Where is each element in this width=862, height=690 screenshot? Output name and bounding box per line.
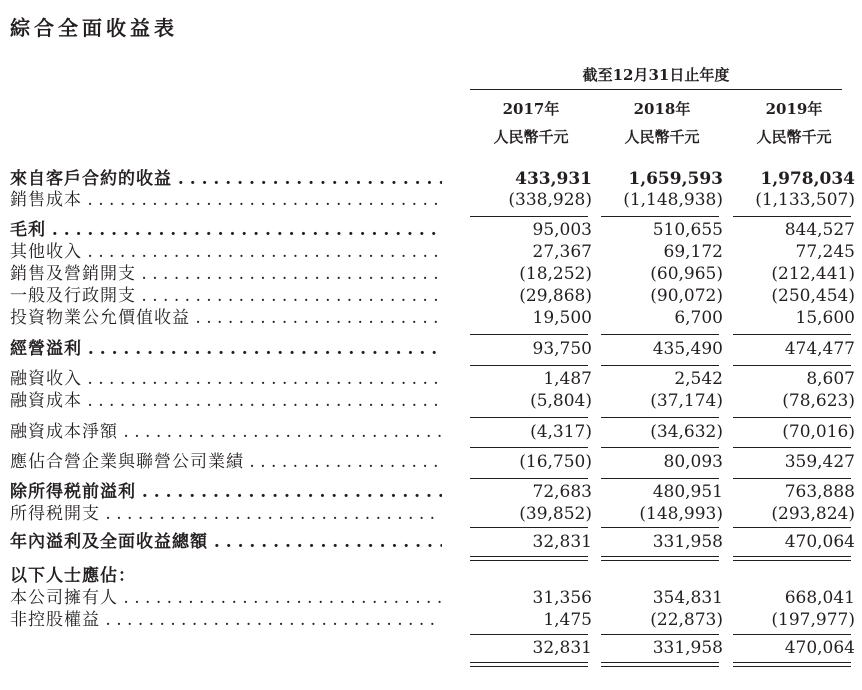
value-2018: (1,148,938) [623, 190, 723, 210]
value-2017: (4,317) [530, 422, 592, 442]
row-label: 一般及行政開支 . . . [10, 285, 442, 307]
row-label: 以下人士應佔： [10, 566, 136, 586]
value-2017: 27,367 [532, 242, 592, 262]
row-label: 非控股權益 . . . [10, 609, 442, 631]
subtotal-rule [733, 365, 851, 366]
row-label: 融資收入 . . . [10, 368, 442, 390]
value-2019: (293,824) [771, 504, 855, 524]
value-2017: 1,475 [543, 610, 592, 630]
row-label: 本公司擁有人 . . . [10, 587, 442, 609]
table-row [10, 609, 855, 631]
total-double-rule [733, 666, 851, 667]
row-label: 融資成本 . . . [10, 390, 442, 412]
row-label: 毛利 . . . [10, 219, 442, 241]
table-row [10, 219, 855, 241]
table-row [10, 263, 855, 285]
row-label: 來自客戶合約的收益 . . . [10, 168, 442, 190]
value-2019: 844,527 [784, 220, 855, 240]
row-label: 應佔合營企業與聯營公司業績 . . . [10, 451, 442, 473]
table-row [10, 338, 855, 360]
value-2018: (34,632) [650, 422, 723, 442]
subtotal-rule [470, 365, 588, 366]
row-label: 所得税開支 . . . [10, 503, 442, 525]
value-2017: 72,683 [532, 482, 592, 502]
value-2018: (90,072) [650, 286, 723, 306]
subtotal-rule [470, 527, 588, 528]
total-double-rule [470, 560, 588, 561]
column-year-2019: 2019年 [765, 100, 823, 118]
value-2019: (197,977) [771, 610, 855, 630]
total-double-rule [470, 666, 588, 667]
row-label: 投資物業公允價值收益 . . . [10, 307, 442, 329]
value-2017: 95,003 [532, 220, 592, 240]
table-row [10, 451, 855, 473]
value-2018: 1,659,593 [628, 169, 723, 189]
value-2017: 32,831 [532, 638, 592, 658]
value-2018: 2,542 [674, 369, 723, 389]
total-double-rule [733, 560, 851, 561]
subtotal-rule [601, 365, 719, 366]
value-2018: 510,655 [652, 220, 723, 240]
value-2019: (1,133,507) [755, 190, 855, 210]
subtotal-rule [470, 447, 588, 448]
subtotal-rule [601, 634, 719, 635]
column-unit-2019: 人民幣千元 [756, 128, 832, 146]
subtotal-rule [601, 216, 719, 217]
subtotal-rule [733, 417, 851, 418]
value-2017: 19,500 [532, 308, 592, 328]
value-2018: (148,993) [639, 504, 723, 524]
subtotal-rule [733, 447, 851, 448]
value-2017: 93,750 [532, 339, 592, 359]
value-2018: 331,958 [652, 532, 723, 552]
period-header: 截至12月31日止年度 [582, 66, 730, 84]
subtotal-rule [470, 634, 588, 635]
subtotal-rule [733, 334, 851, 335]
subtotal-rule [601, 447, 719, 448]
value-2019: 359,427 [784, 452, 855, 472]
value-2018: 435,490 [652, 339, 723, 359]
value-2019: 470,064 [784, 532, 855, 552]
value-2019: 8,607 [806, 369, 855, 389]
row-label: 銷售及營銷開支 . . . [10, 263, 442, 285]
value-2017: 1,487 [543, 369, 592, 389]
table-row [10, 637, 855, 659]
total-double-rule [601, 666, 719, 667]
column-unit-2018: 人民幣千元 [624, 128, 700, 146]
value-2018: (22,873) [650, 610, 723, 630]
row-label: 年內溢利及全面收益總額 . . . [10, 531, 442, 553]
subtotal-rule [601, 334, 719, 335]
table-row [10, 368, 855, 390]
table-row [10, 390, 855, 412]
value-2017: (18,252) [519, 264, 592, 284]
subtotal-rule [470, 478, 588, 479]
subtotal-rule [470, 216, 588, 217]
value-2019: 470,064 [784, 638, 855, 658]
value-2018: 331,958 [652, 638, 723, 658]
total-double-rule [733, 662, 851, 663]
total-double-rule [470, 662, 588, 663]
statement-title: 綜合全面收益表 [10, 16, 178, 40]
total-double-rule [601, 662, 719, 663]
subtotal-rule [733, 216, 851, 217]
table-row [10, 421, 855, 443]
table-row [10, 307, 855, 329]
value-2017: (338,928) [508, 190, 592, 210]
table-row [10, 565, 850, 587]
value-2017: 433,931 [515, 169, 592, 189]
table-row [10, 241, 855, 263]
table-row [10, 189, 855, 211]
subtotal-rule [601, 417, 719, 418]
column-unit-2017: 人民幣千元 [493, 128, 569, 146]
value-2018: 6,700 [674, 308, 723, 328]
value-2019: (212,441) [771, 264, 855, 284]
row-label: 融資成本淨額 . . . [10, 421, 442, 443]
subtotal-rule [601, 478, 719, 479]
total-double-rule [733, 556, 851, 557]
total-double-rule [601, 560, 719, 561]
table-row [10, 503, 855, 525]
subtotal-rule [733, 634, 851, 635]
subtotal-rule [470, 334, 588, 335]
row-label: 銷售成本 . . . [10, 189, 442, 211]
table-row [10, 168, 855, 190]
value-2018: 354,831 [652, 588, 723, 608]
value-2018: 80,093 [663, 452, 723, 472]
value-2017: (29,868) [519, 286, 592, 306]
value-2018: (37,174) [650, 391, 723, 411]
column-year-2017: 2017年 [502, 100, 560, 118]
value-2019: 474,477 [784, 339, 855, 359]
value-2017: (16,750) [519, 452, 592, 472]
row-label: 經營溢利 . . . [10, 338, 442, 360]
value-2019: 763,888 [784, 482, 855, 502]
value-2017: (39,852) [519, 504, 592, 524]
value-2018: 69,172 [663, 242, 723, 262]
subtotal-rule [470, 417, 588, 418]
value-2019: 1,978,034 [760, 169, 855, 189]
subtotal-rule [733, 527, 851, 528]
subtotal-rule [733, 478, 851, 479]
table-row [10, 531, 855, 553]
value-2018: (60,965) [650, 264, 723, 284]
period-rule [470, 89, 842, 90]
value-2019: 77,245 [795, 242, 855, 262]
value-2019: 15,600 [795, 308, 855, 328]
table-row [10, 587, 855, 609]
subtotal-rule [601, 527, 719, 528]
row-label: 除所得税前溢利 . . . [10, 481, 442, 503]
total-double-rule [601, 556, 719, 557]
value-2017: 31,356 [532, 588, 592, 608]
value-2017: (5,804) [530, 391, 592, 411]
value-2019: (250,454) [771, 286, 855, 306]
table-row [10, 285, 855, 307]
row-label: 其他收入 . . . [10, 241, 442, 263]
total-double-rule [470, 556, 588, 557]
value-2019: (70,016) [782, 422, 855, 442]
column-year-2018: 2018年 [633, 100, 691, 118]
value-2017: 32,831 [532, 532, 592, 552]
value-2019: (78,623) [782, 391, 855, 411]
value-2018: 480,951 [652, 482, 723, 502]
table-row [10, 481, 855, 503]
value-2019: 668,041 [784, 588, 855, 608]
